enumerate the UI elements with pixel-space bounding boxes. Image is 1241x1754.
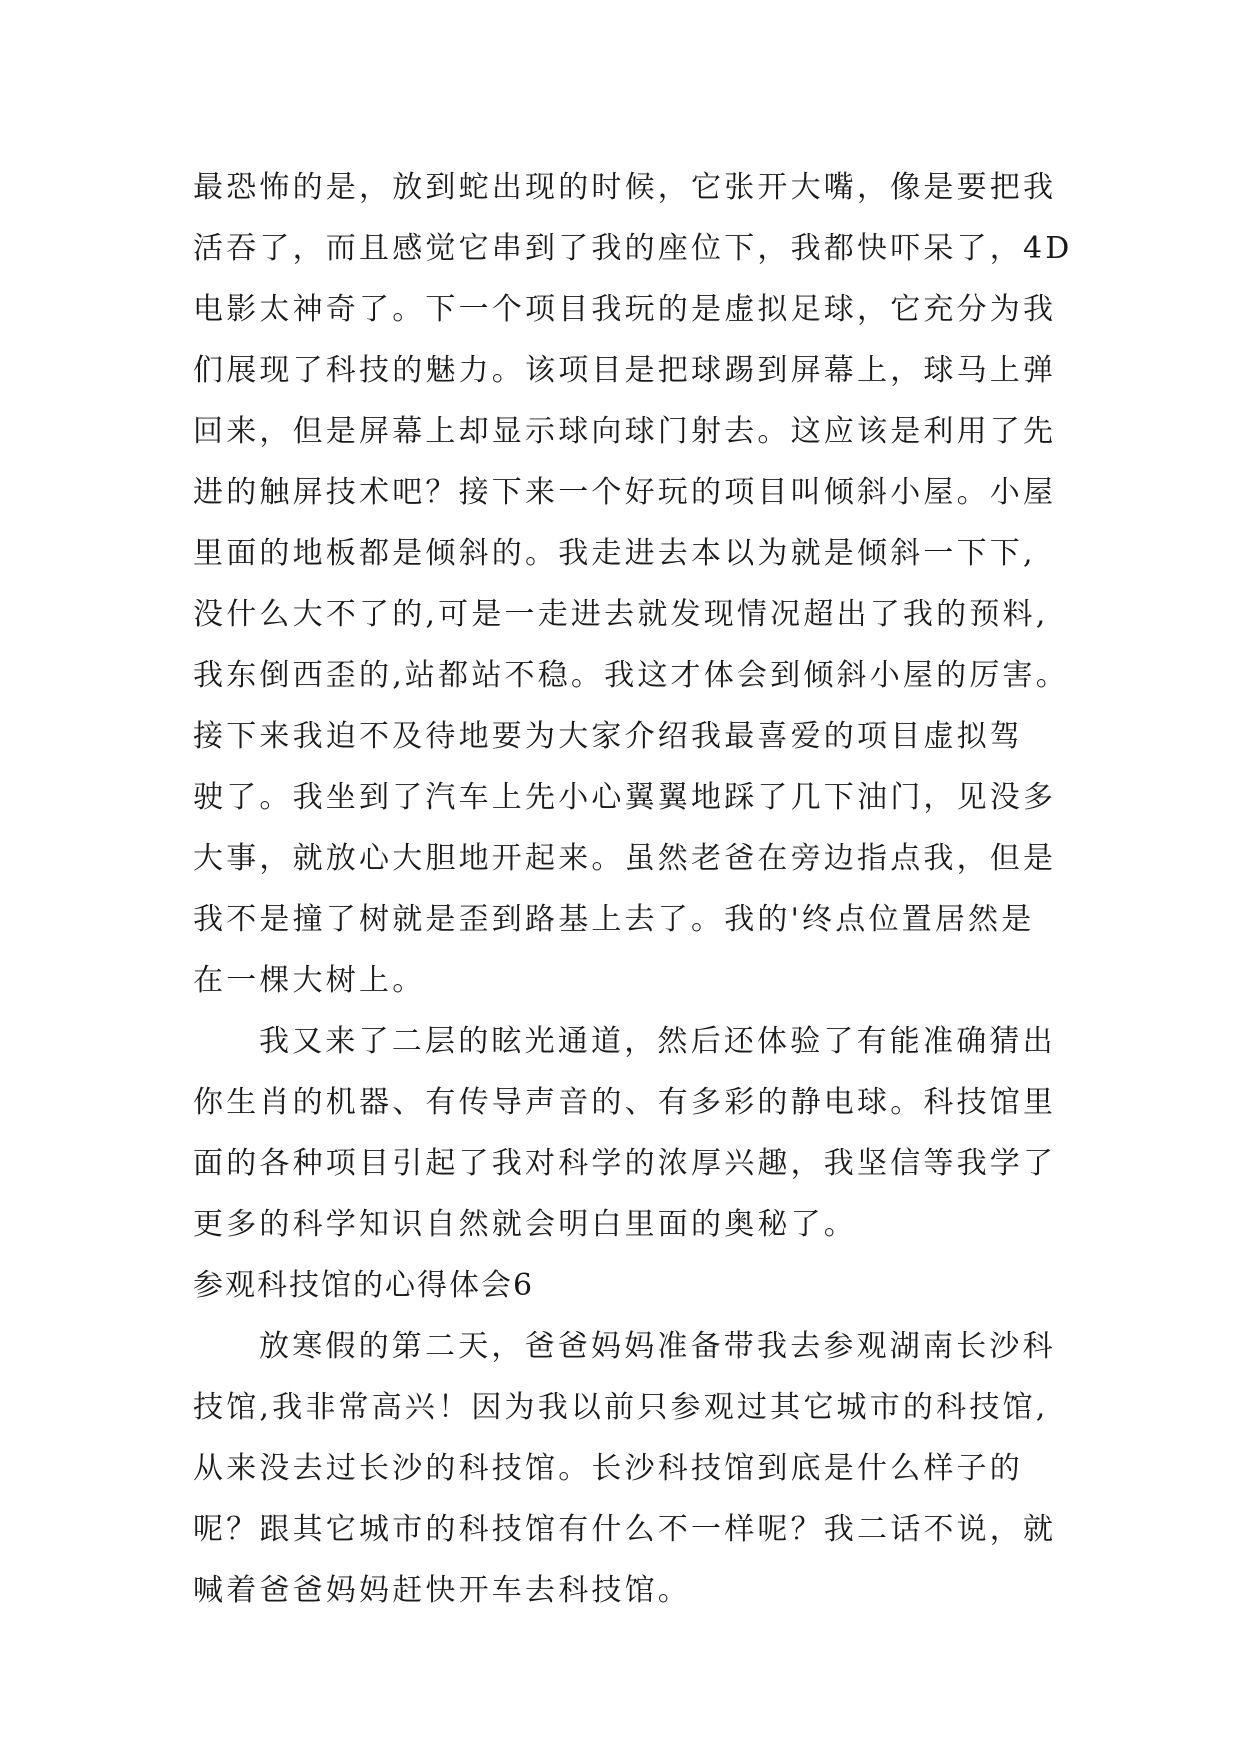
text-line: 呢？跟其它城市的科技馆有什么不一样呢？我二话不说，就 — [193, 1512, 1057, 1547]
document-page — [193, 157, 1073, 1621]
text-line: 电影太神奇了。下一个项目我玩的是虚拟足球，它充分为我 — [193, 292, 1057, 327]
text-line: 从来没去过长沙的科技馆。长沙科技馆到底是什么样子的 — [193, 1451, 1023, 1486]
text-line: 更多的科学知识自然就会明白里面的奥秘了。 — [193, 1207, 857, 1242]
text-line: 你生肖的机器、有传导声音的、有多彩的静电球。科技馆里 — [193, 1085, 1057, 1120]
paragraph-first-line: 我又来了二层的眩光通道，然后还体验了有能准确猜出 — [259, 1024, 1056, 1059]
text-line: 在一棵大树上。 — [193, 963, 426, 998]
text-line: 回来，但是屏幕上却显示球向球门射去。这应该是利用了先 — [193, 414, 1057, 449]
text-line: 里面的地板都是倾斜的。我走进去本以为就是倾斜一下下, — [193, 536, 1036, 571]
text-line: 活吞了，而且感觉它串到了我的座位下，我都快吓呆了，4D — [193, 231, 1073, 266]
paragraph-first-line: 放寒假的第二天，爸爸妈妈准备带我去参观湖南长沙科 — [259, 1329, 1056, 1364]
section-heading: 参观科技馆的心得体会6 — [193, 1268, 535, 1303]
text-line: 最恐怖的是，放到蛇出现的时候，它张开大嘴，像是要把我 — [193, 170, 1057, 205]
text-line: 们展现了科技的魅力。该项目是把球踢到屏幕上，球马上弹 — [193, 353, 1057, 388]
text-line: 进的触屏技术吧？接下来一个好玩的项目叫倾斜小屋。小屋 — [193, 475, 1057, 510]
text-line: 我不是撞了树就是歪到路基上去了。我的'终点位置居然是 — [193, 902, 1035, 937]
text-line: 技馆,我非常高兴！因为我以前只参观过其它城市的科技馆, — [193, 1390, 1049, 1425]
text-line: 喊着爸爸妈妈赶快开车去科技馆。 — [193, 1573, 691, 1608]
text-line: 面的各种项目引起了我对科学的浓厚兴趣，我坚信等我学了 — [193, 1146, 1057, 1181]
text-line: 大事，就放心大胆地开起来。虽然老爸在旁边指点我，但是 — [193, 841, 1057, 876]
text-line: 驶了。我坐到了汽车上先小心翼翼地踩了几下油门，见没多 — [193, 780, 1057, 815]
text-line: 我东倒西歪的,站都站不稳。我这才体会到倾斜小屋的厉害。 — [193, 658, 1069, 693]
text-line: 接下来我迫不及待地要为大家介绍我最喜爱的项目虚拟驾 — [193, 719, 1023, 754]
text-line: 没什么大不了的,可是一走进去就发现情况超出了我的预料, — [193, 597, 1049, 632]
